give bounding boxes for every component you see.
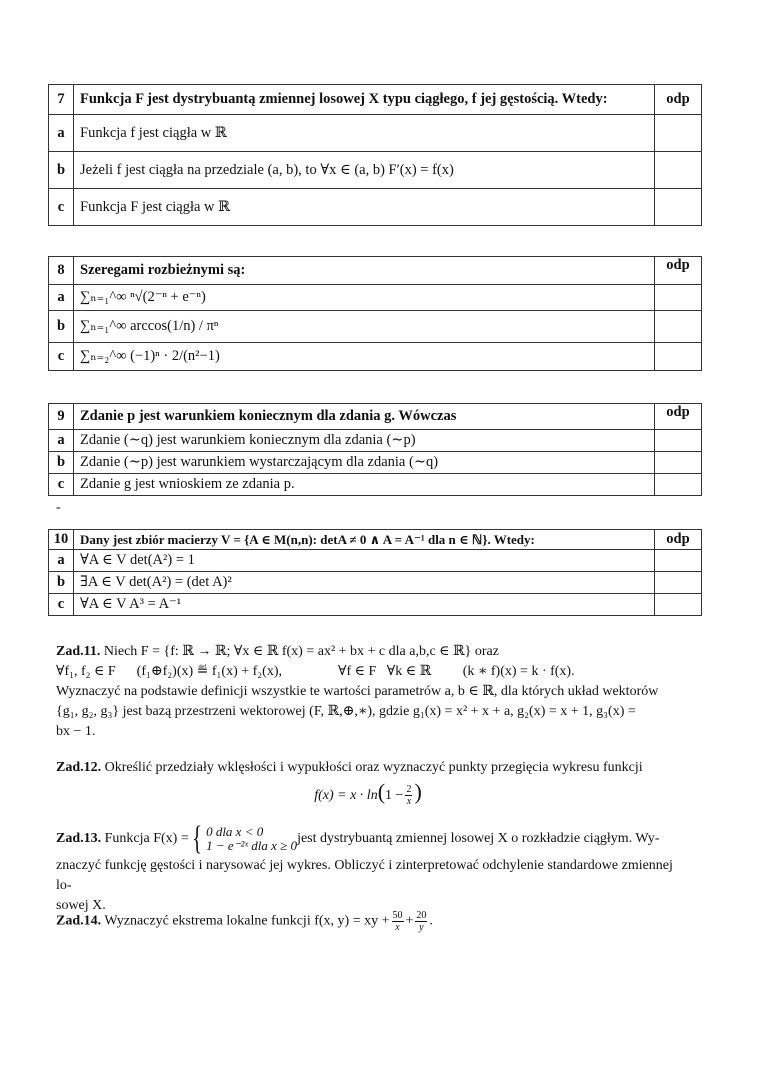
option-letter: c bbox=[49, 594, 74, 616]
fraction-2-denominator: y bbox=[419, 922, 424, 933]
task-13-line-2: znaczyć funkcję gęstości i narysować jej wykres. Obliczyć i zinterpretować odchylenie standardowe zmiennej lo- bbox=[56, 858, 673, 893]
task-14 bbox=[56, 910, 680, 933]
answer-cell[interactable] bbox=[655, 343, 702, 371]
option-letter: b bbox=[49, 152, 74, 189]
answer-cell[interactable] bbox=[655, 572, 702, 594]
answer-column-header: odp bbox=[655, 404, 702, 430]
end-period: . bbox=[429, 913, 433, 929]
option-letter: c bbox=[49, 343, 74, 371]
task-11-line-1 bbox=[56, 642, 680, 662]
answer-cell[interactable] bbox=[655, 430, 702, 452]
option-text: ∑ₙ₌₂^∞ (−1)ⁿ · 2/(n²−1) bbox=[74, 343, 655, 371]
answer-cell[interactable] bbox=[655, 152, 702, 189]
task-lead: Funkcja F(x) = bbox=[104, 831, 189, 846]
option-letter: b bbox=[49, 311, 74, 343]
task-text: jest dystrybuantą zmiennej losowej X o rozkładzie ciągłym. Wy- bbox=[297, 831, 660, 846]
question-9-table bbox=[48, 403, 702, 496]
case-1: 0 dla x < 0 bbox=[206, 824, 264, 839]
answer-cell[interactable] bbox=[655, 115, 702, 152]
case-2: 1 − e⁻²ˣ dla x ≥ 0 bbox=[206, 838, 298, 853]
option-text: Jeżeli f jest ciągła na przedziale (a, b), to ∀x ∈ (a, b) F′(x) = f(x) bbox=[74, 152, 655, 189]
question-header: Funkcja F jest dystrybuantą zmiennej losowej X typu ciągłego, f jej gęstością. Wtedy: bbox=[74, 85, 655, 115]
answer-cell[interactable] bbox=[655, 189, 702, 226]
option-text: ∑ₙ₌₁^∞ arccos(1/n) / πⁿ bbox=[74, 311, 655, 343]
fraction-1-numerator: 50 bbox=[392, 910, 403, 921]
stray-dash: - bbox=[56, 500, 61, 515]
answer-column-header: odp bbox=[655, 85, 702, 115]
answer-column-header: odp bbox=[655, 530, 702, 550]
option-letter: b bbox=[49, 452, 74, 474]
task-11-line-2: ∀f₁, f₂ ∈ F (f₁⊕f₂)(x) ≝ f₁(x) + f₂(x), ∀f ∈ F ∀k ∈ ℝ (k ∗ f)(x) = k · f(x). bbox=[56, 664, 575, 679]
option-text: Funkcja f jest ciągła w ℝ bbox=[74, 115, 655, 152]
answer-cell[interactable] bbox=[655, 474, 702, 496]
task-11 bbox=[56, 642, 680, 742]
option-letter: a bbox=[49, 115, 74, 152]
question-number: 7 bbox=[49, 85, 74, 115]
option-letter: a bbox=[49, 285, 74, 311]
question-7-table bbox=[48, 84, 702, 226]
answer-cell[interactable] bbox=[655, 594, 702, 616]
option-letter: c bbox=[49, 474, 74, 496]
task-label: Zad.11. bbox=[56, 644, 101, 659]
piecewise-definition: { 0 dla x < 0 1 − e⁻²ˣ dla x ≥ 0 bbox=[192, 820, 298, 857]
task-11-line-5: bx − 1. bbox=[56, 724, 96, 739]
option-text: ∀A ∈ V det(A²) = 1 bbox=[74, 550, 655, 572]
option-text: Zdanie (∼p) jest warunkiem wystarczającym dla zdania (∼q) bbox=[74, 452, 655, 474]
question-8-table bbox=[48, 256, 702, 371]
option-letter: a bbox=[49, 430, 74, 452]
fraction-denominator: x bbox=[406, 796, 412, 808]
task-13 bbox=[56, 822, 680, 916]
option-text: ∀A ∈ V A³ = A⁻¹ bbox=[74, 594, 655, 616]
task-label: Zad.12. bbox=[56, 760, 102, 775]
option-text: Zdanie (∼q) jest warunkiem koniecznym dla zdania (∼p) bbox=[74, 430, 655, 452]
option-text: Zdanie g jest wnioskiem ze zdania p. bbox=[74, 474, 655, 496]
task-11-line-3: Wyznaczyć na podstawie definicji wszystkie te wartości parametrów a, b ∈ ℝ, dla których układ wektorów bbox=[56, 684, 659, 699]
answer-cell[interactable] bbox=[655, 285, 702, 311]
formula-left: f(x) = x · ln bbox=[314, 788, 378, 803]
option-text: ∃A ∈ V det(A²) = (det A)² bbox=[74, 572, 655, 594]
task-11-line-4: {g₁, g₂, g₃} jest bazą przestrzeni wektorowej (F, ℝ,⊕,∗), gdzie g₁(x) = x² + x + a, g₂(x) = x + 1, g₃(x) = bbox=[56, 704, 636, 719]
fraction-2-numerator: 20 bbox=[416, 910, 427, 921]
answer-cell[interactable] bbox=[655, 452, 702, 474]
answer-cell[interactable] bbox=[655, 550, 702, 572]
question-number: 10 bbox=[49, 530, 74, 550]
option-text: Funkcja F jest ciągła w ℝ bbox=[74, 189, 655, 226]
question-header: Zdanie p jest warunkiem koniecznym dla zdania g. Wówczas bbox=[74, 404, 655, 430]
option-letter: a bbox=[49, 550, 74, 572]
task-13-line-3: sowej X. bbox=[56, 898, 106, 913]
plus-sign: + bbox=[405, 913, 414, 929]
fraction-numerator: 2 bbox=[406, 784, 412, 796]
answer-column-header: odp bbox=[655, 257, 702, 285]
task-12-formula: f(x) = x · ln(1 − $\frac{2}{x}$ ) bbox=[314, 779, 422, 808]
task-label: Zad.13. bbox=[56, 831, 102, 846]
question-10-table bbox=[48, 529, 702, 616]
option-letter: b bbox=[49, 572, 74, 594]
question-header: Szeregami rozbieżnymi są: bbox=[74, 257, 655, 285]
task-label: Zad.14. bbox=[56, 913, 102, 929]
question-number: 8 bbox=[49, 257, 74, 285]
fraction-1-denominator: x bbox=[395, 922, 400, 933]
option-text: ∑ₙ₌₁^∞ ⁿ√(2⁻ⁿ + e⁻ⁿ) bbox=[74, 285, 655, 311]
task-12 bbox=[56, 758, 680, 807]
question-header: Dany jest zbiór macierzy V = {A ∈ M(n,n): detA ≠ 0 ∧ A = A⁻¹ dla n ∈ ℕ}. Wtedy: bbox=[74, 530, 655, 550]
formula-one: 1 − bbox=[385, 788, 404, 803]
answer-cell[interactable] bbox=[655, 311, 702, 343]
question-number: 9 bbox=[49, 404, 74, 430]
option-letter: c bbox=[49, 189, 74, 226]
task-text: Wyznaczyć ekstrema lokalne funkcji f(x, y) = xy + bbox=[104, 913, 390, 929]
task-text: Niech F = {f: ℝ → ℝ; ∀x ∈ ℝ f(x) = ax² + bx + c dla a,b,c ∈ ℝ} oraz bbox=[103, 644, 499, 659]
task-text: Określić przedziały wklęsłości i wypukłości oraz wyznaczyć punkty przegięcia wykresu funkcji bbox=[104, 760, 643, 775]
